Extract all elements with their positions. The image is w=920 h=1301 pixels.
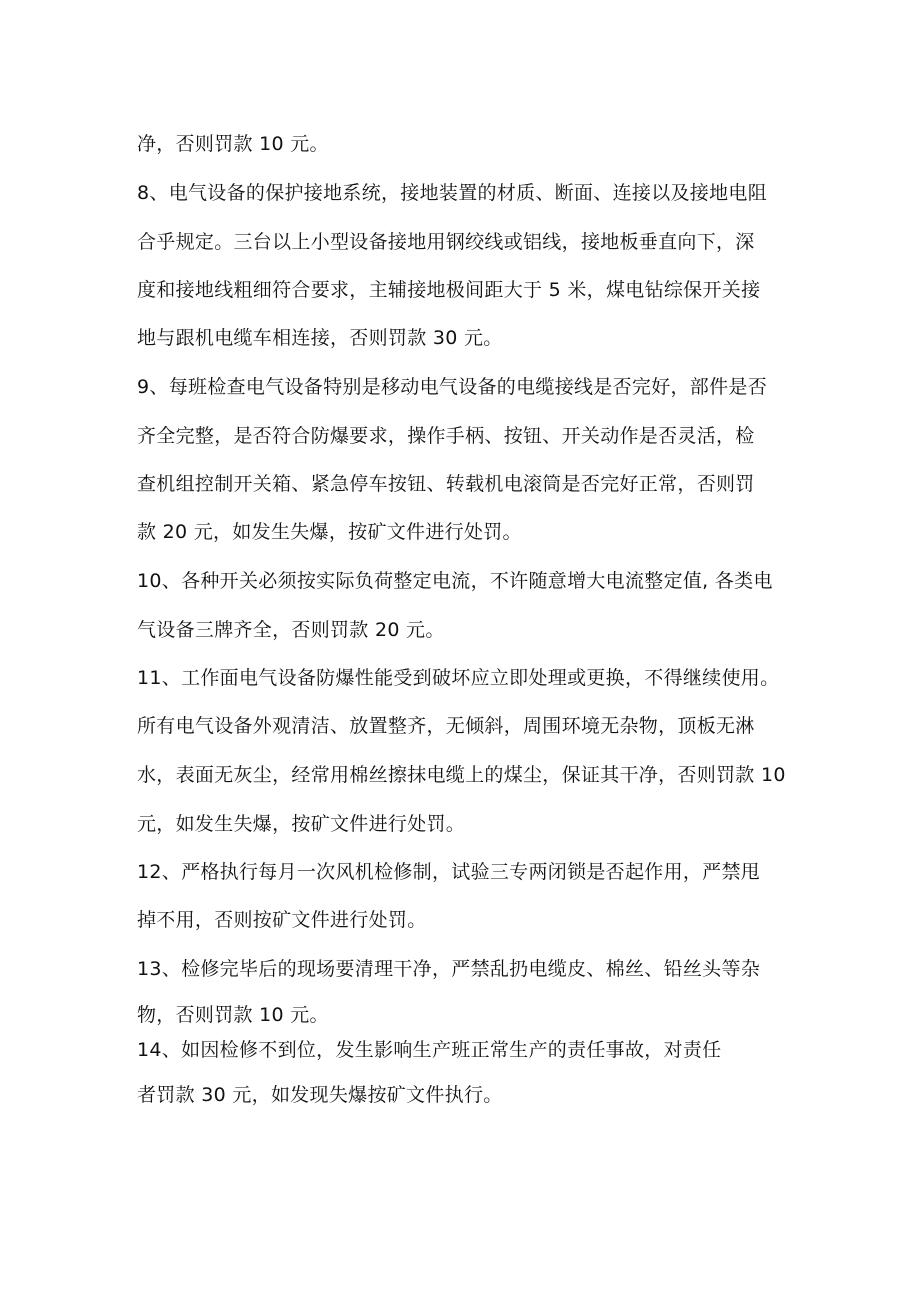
text-line: 掉不用，否则按矿文件进行处罚。 (137, 909, 427, 931)
text-line: 11、工作面电气设备防爆性能受到破坏应立即处理或更换，不得继续使用。 (137, 667, 780, 689)
text-line: 物，否则罚款 10 元。 (137, 1004, 329, 1026)
text-line: 所有电气设备外观清洁、放置整齐，无倾斜，周围环境无杂物，顶板无淋 (137, 715, 755, 737)
text-line: 齐全完整，是否符合防爆要求，操作手柄、按钮、开关动作是否灵活，检 (137, 425, 755, 447)
text-line: 合乎规定。三台以上小型设备接地用钢绞线或铝线，接地板垂直向下，深 (137, 231, 755, 253)
text-line: 查机组控制开关箱、紧急停车按钮、转载机电滚筒是否完好正常，否则罚 (137, 473, 755, 495)
text-line: 13、检修完毕后的现场要清理干净，严禁乱扔电缆皮、棉丝、铅丝头等杂 (137, 958, 761, 980)
text-line: 度和接地线粗细符合要求，主辅接地极间距大于 5 米，煤电钻综保开关接 (137, 279, 761, 301)
text-line: 8、电气设备的保护接地系统，接地装置的材质、断面、连接以及接地电阻 (137, 182, 767, 204)
text-line: 元，如发生失爆，按矿文件进行处罚。 (137, 813, 466, 835)
text-line: 者罚款 30 元，如发现失爆按矿文件执行。 (137, 1084, 503, 1106)
text-line: 气设备三牌齐全，否则罚款 20 元。 (137, 619, 445, 641)
text-line: 14、如因检修不到位，发生影响生产班正常生产的责任事故，对责任 (137, 1039, 722, 1061)
text-line: 净，否则罚款 10 元。 (137, 133, 329, 155)
text-line: 12、严格执行每月一次风机检修制，试验三专两闭锁是否起作用，严禁甩 (137, 861, 761, 883)
text-line: 地与跟机电缆车相连接，否则罚款 30 元。 (137, 327, 503, 349)
text-line: 10、各种开关必须按实际负荷整定电流，不许随意增大电流整定值, 各类电 (137, 570, 773, 592)
text-line: 水，表面无灰尘，经常用棉丝擦抹电缆上的煤尘，保证其干净，否则罚款 10 (137, 764, 786, 786)
text-line: 9、每班检查电气设备特别是移动电气设备的电缆接线是否完好，部件是否 (137, 376, 767, 398)
text-line: 款 20 元，如发生失爆，按矿文件进行处罚。 (137, 521, 522, 543)
